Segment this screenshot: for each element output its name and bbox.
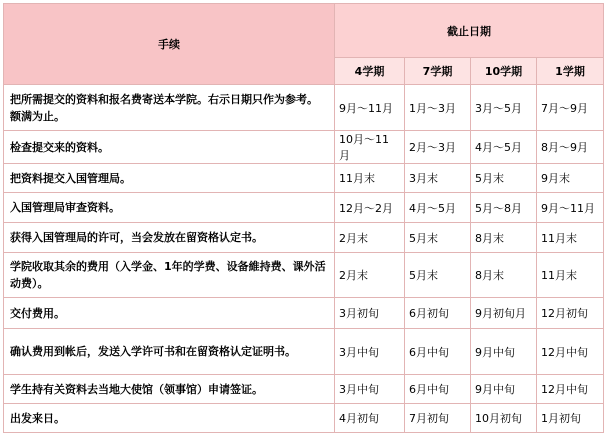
deadline-cell: 1月～3月 <box>405 85 471 131</box>
procedure-cell: 交付费用。 <box>4 298 335 329</box>
deadline-cell: 9月～11月 <box>537 193 604 223</box>
deadline-cell: 2月末 <box>335 253 405 298</box>
deadline-cell: 3月末 <box>405 164 471 193</box>
deadline-cell: 7月～9月 <box>537 85 604 131</box>
deadline-cell: 6月初旬 <box>405 298 471 329</box>
deadline-cell: 12月初旬 <box>537 298 604 329</box>
deadline-cell: 3月初旬 <box>335 298 405 329</box>
table-row <box>4 298 604 329</box>
deadline-cell: 6月中旬 <box>405 329 471 375</box>
deadline-cell: 5月～8月 <box>471 193 537 223</box>
table-row <box>4 85 604 131</box>
procedure-cell: 把资料提交入国管理局。 <box>4 164 335 193</box>
table-row <box>4 131 604 164</box>
deadline-cell: 10月～11月 <box>335 131 405 164</box>
procedure-cell: 入国管理局审查资料。 <box>4 193 335 223</box>
deadline-cell: 9月初旬月 <box>471 298 537 329</box>
procedure-cell: 出发来日。 <box>4 404 335 433</box>
deadline-cell: 11月末 <box>537 223 604 253</box>
procedure-cell: 学生持有关资料去当地大使馆（领事馆）申请签证。 <box>4 375 335 404</box>
deadline-cell: 2月末 <box>335 223 405 253</box>
table-row <box>4 404 604 433</box>
term-header-1: 1学期 <box>537 58 604 85</box>
term-header-7: 7学期 <box>405 58 471 85</box>
deadline-cell: 8月末 <box>471 223 537 253</box>
deadline-cell: 11月末 <box>537 253 604 298</box>
deadline-cell: 4月～5月 <box>405 193 471 223</box>
deadline-cell: 9月中旬 <box>471 329 537 375</box>
procedure-cell: 确认费用到帐后，发送入学许可书和在留资格认定证明书。 <box>4 329 335 375</box>
deadline-cell: 3月中旬 <box>335 375 405 404</box>
procedure-cell: 学院收取其余的费用（入学金、1年的学费、设备維持费、课外活动费）。 <box>4 253 335 298</box>
procedure-cell: 获得入国管理局的许可，当会发放在留资格认定书。 <box>4 223 335 253</box>
deadline-cell: 12月～2月 <box>335 193 405 223</box>
deadline-cell: 4月初旬 <box>335 404 405 433</box>
term-header-4: 4学期 <box>335 58 405 85</box>
table-row <box>4 164 604 193</box>
deadline-cell: 9月～11月 <box>335 85 405 131</box>
deadline-cell: 3月中旬 <box>335 329 405 375</box>
deadline-column-header: 截止日期 <box>335 4 604 58</box>
deadline-cell: 10月初旬 <box>471 404 537 433</box>
table-row <box>4 223 604 253</box>
application-schedule-table <box>3 3 604 433</box>
deadline-cell: 9月中旬 <box>471 375 537 404</box>
deadline-cell: 6月中旬 <box>405 375 471 404</box>
deadline-cell: 3月～5月 <box>471 85 537 131</box>
deadline-cell: 2月～3月 <box>405 131 471 164</box>
procedure-cell: 把所需提交的资料和报名费寄送本学院。右示日期只作为参考。额满为止。 <box>4 85 335 131</box>
term-header-10: 10学期 <box>471 58 537 85</box>
deadline-cell: 11月末 <box>335 164 405 193</box>
deadline-cell: 8月～9月 <box>537 131 604 164</box>
procedure-cell: 检查提交来的资料。 <box>4 131 335 164</box>
deadline-cell: 4月～5月 <box>471 131 537 164</box>
deadline-cell: 5月末 <box>405 253 471 298</box>
procedure-column-header: 手续 <box>4 4 335 85</box>
table-row <box>4 253 604 298</box>
table-row <box>4 375 604 404</box>
table-row <box>4 193 604 223</box>
deadline-cell: 7月初旬 <box>405 404 471 433</box>
table-row <box>4 329 604 375</box>
deadline-cell: 12月中旬 <box>537 375 604 404</box>
deadline-cell: 5月末 <box>471 164 537 193</box>
header-row-top <box>4 4 604 58</box>
deadline-cell: 9月末 <box>537 164 604 193</box>
deadline-cell: 5月末 <box>405 223 471 253</box>
deadline-cell: 8月末 <box>471 253 537 298</box>
deadline-cell: 12月中旬 <box>537 329 604 375</box>
deadline-cell: 1月初旬 <box>537 404 604 433</box>
